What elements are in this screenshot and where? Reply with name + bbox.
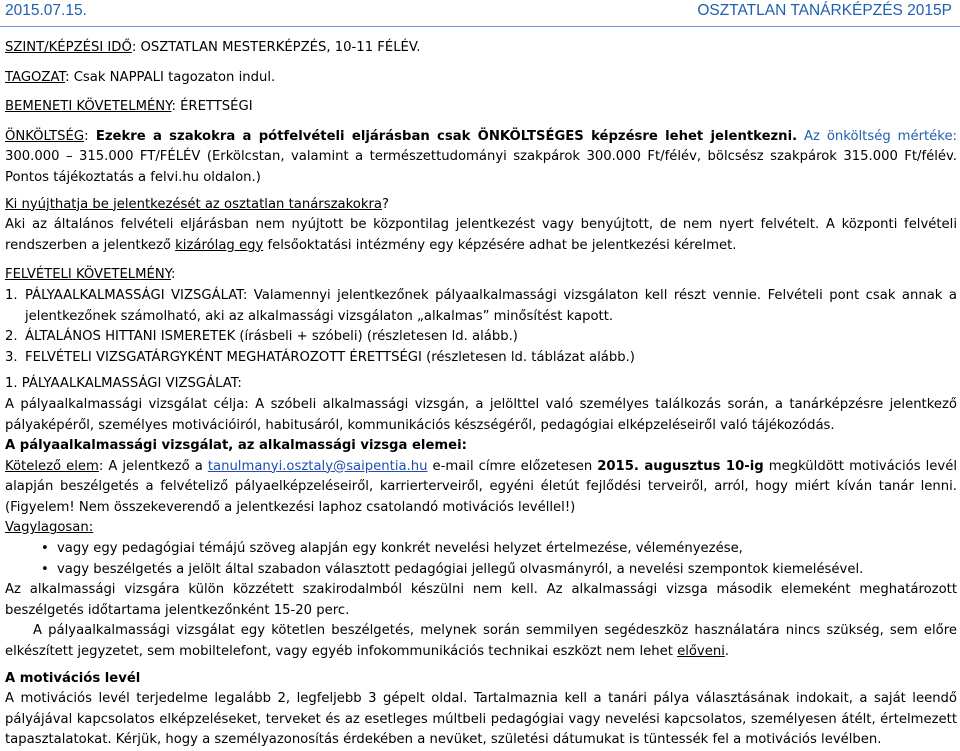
list-item	[5, 560, 957, 581]
oral-exam-text: Az alkalmassági vizsgára külön közzétett szakirodalmból készülni nem kell. Az alkalmassági vizsga második elemeként meghatározott beszélgetés időtartama jelentkezőnként 15-20 perc.	[5, 582, 957, 618]
optional-list	[5, 539, 957, 580]
eligibility-text-a: Aki az általános felvételi eljárásban nem nyújtott be központilag jelentkezést vagy benyújtott, de nem nyert felvételt. A központi felvételi rendszerben a jelentkező	[5, 217, 957, 253]
tuition-label: ÖNKÖLTSÉG	[5, 128, 85, 144]
motivation-text: A motivációs levél terjedelme legalább 2, legfeljebb 3 gépelt oldal. Tartalmaznia kell a tanári pálya választásának indokait, a saját leendő pályájával kapcsolatos elképzeléseket, terveket és az esetleges múltbeli pedagógiai vagy nevelési kapcsolatos, személyesen átélt, értelmezett tapasztalatokat. Kérjük, hogy a személyazonosítás érdekében a nevüket, születési dátumukat is tüntessék fel a motivációs levélben.	[5, 691, 957, 748]
bullet-icon: •	[41, 541, 49, 557]
admission-requirements-colon: :	[171, 267, 176, 283]
list-item-text: ÁLTALÁNOS HITTANI ISMERETEK (írásbeli + szóbeli) (részletesen ld. alább.)	[25, 329, 518, 345]
list-item	[5, 348, 957, 369]
eligibility-question-text: Ki nyújthatja be jelentkezését az osztatlan tanárszakokra	[5, 196, 382, 212]
email-link[interactable]: tanulmanyi.osztaly@saipentia.hu	[207, 458, 428, 474]
list-item-text: vagy egy pedagógiai témájú szöveg alapján egy konkrét nevelési helyzet értelmezése, véleményezése,	[57, 541, 743, 557]
mandatory-element-mid: e-mail címre előzetesen	[427, 458, 598, 474]
list-item-text: vagy beszélgetés a jelölt által szabadon választott pedagógiai jellegű olvasmányról, a nevelési szempontok kiemelésével.	[57, 561, 864, 577]
list-item-text: FELVÉTELI VIZSGATÁRGYKÉNT MEGHATÁROZOTT ÉRETTSÉGI (részletesen ld. táblázat alább.)	[25, 349, 635, 365]
tuition-amount-lead: Az önköltség mértéke:	[797, 128, 957, 144]
admission-requirements-list	[5, 286, 957, 368]
mandatory-element-rest: megküldött motivációs levél alapján beszélgetés a felvételiző pályaelképzeléseiről, karrierterveiről, egyéni életút fejlődési terveiről, arról, hogy miért kíván tanár lenni. (Figyelem! Nem összekeverendő a jelentkezési laphoz csatolandó motivációs levéllel!)	[5, 458, 957, 515]
admission-requirements-heading	[5, 265, 957, 286]
list-item-number: 1.	[5, 287, 18, 303]
training-time-label: SZINT/KÉPZÉSI IDŐ	[5, 40, 132, 55]
aptitude-goal: A pályaalkalmassági vizsgálat célja: A szóbeli alkalmassági vizsgán, a jelölttel való személyes találkozás során, a tanárképzésre jelentkező pályaképéről, személyes motivációiról, habitusáról, kommunikációs készségéről, pedagógiai elképzeléseiről való tájékozódás.	[5, 396, 957, 433]
mandatory-element	[5, 457, 957, 519]
study-mode-line	[5, 68, 957, 89]
eligibility-text-underlined: kizárólag egy	[175, 237, 264, 253]
tools-text-underlined: előveni	[677, 644, 725, 660]
entry-requirement-label: BEMENETI KÖVETELMÉNY	[5, 99, 172, 115]
aptitude-heading: 1. PÁLYAALKALMASSÁGI VIZSGÁLAT:	[5, 376, 242, 392]
mandatory-element-lead: : A jelentkező a	[98, 458, 208, 474]
header-date: 2015.07.15.	[5, 2, 87, 19]
list-item-text: PÁLYAALKALMASSÁGI VIZSGÁLAT: Valamennyi jelentkezőnek pályaalkalmassági vizsgálaton kell részt vennie. Felvételi pont csak annak a jelentkezőnek számolható, aki az alkalmassági vizsgálaton „alkalmas” minősítést kapott.	[25, 287, 957, 324]
motivation-heading: A motivációs levél	[5, 670, 141, 686]
tools-text-b: .	[724, 644, 730, 660]
list-item-number: 3.	[5, 349, 18, 365]
tuition-notice: Ezekre a szakokra a pótfelvételi eljárásban csak ÖNKÖLTSÉGES képzésre lehet jelentkezni.	[88, 128, 798, 144]
eligibility-text-b: felsőoktatási intézmény egy képzésére adhat be jelentkezési kérelmet.	[263, 237, 737, 253]
aptitude-parts-heading: A pályaalkalmassági vizsgálat, az alkalmassági vizsga elemei:	[5, 438, 467, 454]
study-mode-label: TAGOZAT	[5, 69, 66, 85]
eligibility-text	[5, 215, 957, 256]
mandatory-element-label: Kötelező elem	[5, 458, 99, 474]
training-time-value: : OSZTATLAN MESTERKÉPZÉS, 10-11 FÉLÉV.	[131, 40, 421, 55]
entry-requirement-value: : ÉRETTSÉGI	[171, 99, 253, 115]
admission-requirements-label: FELVÉTELI KÖVETELMÉNY	[5, 267, 172, 283]
document-body	[5, 38, 957, 751]
optional-label: Vagylagosan:	[5, 520, 94, 536]
list-item-number: 2.	[5, 329, 18, 345]
list-item	[5, 539, 957, 560]
bullet-icon: •	[41, 561, 49, 577]
tools-text	[5, 621, 957, 662]
tuition-amount-text: 300.000 – 315.000 FT/FÉLÉV (Erkölcstan, valamint a természettudományi szakpárok 300.000 Ft/félév, bölcsész szakpárok 315.000 Ft/félév. Pontos tájékoztatás a felvi.hu oldalon.)	[5, 149, 957, 185]
deadline-date: 2015. augusztus 10-ig	[597, 458, 764, 474]
entry-requirement-line	[5, 97, 957, 118]
training-time-line	[5, 38, 957, 59]
study-mode-value: : Csak NAPPALI tagozaton indul.	[65, 69, 276, 85]
header-title: OSZTATLAN TANÁRKÉPZÉS 2015P	[697, 2, 952, 19]
tools-text-a: A pályaalkalmassági vizsgálat egy kötetlen beszélgetés, melynek során semmilyen segédeszköz használatára nincs szükség, sem előre elkészített jegyzetet, sem mobiltelefont, vagy egyéb infokommunikációs technikai eszközt nem lehet	[5, 623, 957, 660]
eligibility-question-mark: ?	[381, 196, 389, 212]
header-divider	[0, 26, 960, 27]
tuition-colon: :	[84, 128, 89, 144]
list-item	[5, 286, 957, 327]
eligibility-question	[5, 195, 957, 216]
tuition-paragraph	[5, 127, 957, 189]
list-item	[5, 327, 957, 348]
